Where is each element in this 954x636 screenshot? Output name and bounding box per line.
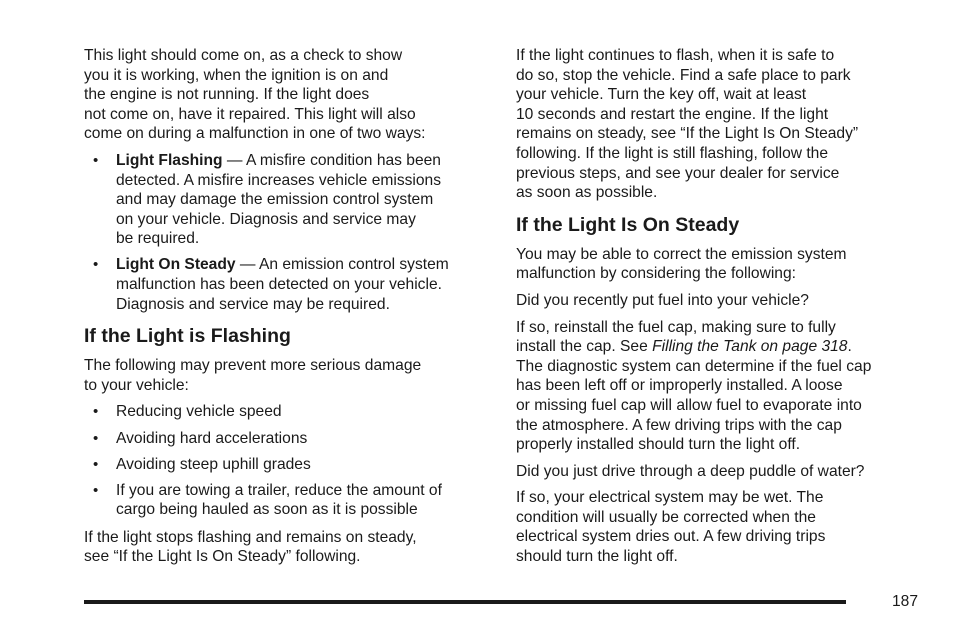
flashing-outro-paragraph xyxy=(84,528,496,567)
text-fragment: install the cap. See xyxy=(516,338,653,356)
heading-light-flashing: If the Light is Flashing xyxy=(84,325,291,348)
bullet-icon: • xyxy=(93,429,99,447)
list-item xyxy=(84,429,496,449)
bullet-icon: • xyxy=(93,403,99,421)
text-line: to your vehicle: xyxy=(84,376,189,394)
term-light-on-steady: Light On Steady xyxy=(116,256,236,274)
flashing-actions-list xyxy=(84,402,496,519)
text-line: Diagnosis and service may be required. xyxy=(116,295,390,313)
text-line: properly installed should turn the light off. xyxy=(516,436,801,454)
bullet-icon: • xyxy=(93,256,99,274)
water-answer-paragraph xyxy=(516,488,921,566)
text-line: see “If the Light Is On Steady” following. xyxy=(84,548,361,566)
text-line: remains on steady, see “If the Light Is On Steady” xyxy=(516,125,859,143)
text-line xyxy=(516,338,852,355)
list-item xyxy=(84,151,496,249)
text-line: or missing fuel cap will allow fuel to evaporate into xyxy=(516,396,862,414)
text-line: previous steps, and see your dealer for service xyxy=(516,164,840,182)
text-line: not come on, have it repaired. This light will also xyxy=(84,105,416,123)
list-item xyxy=(84,455,496,475)
text-line: 10 seconds and restart the engine. If the light xyxy=(516,105,829,123)
list-item xyxy=(84,481,496,520)
text-line: The diagnostic system can determine if the fuel cap xyxy=(516,357,872,375)
text-line: detected. A misfire increases vehicle emissions xyxy=(116,171,442,189)
text-line: If the light stops flashing and remains on steady, xyxy=(84,528,417,546)
text-line: the atmosphere. A few driving trips with the cap xyxy=(516,416,842,434)
text-line: has been left off or improperly installed. A loose xyxy=(516,377,843,395)
text-line: on your vehicle. Diagnosis and service may xyxy=(116,210,416,228)
list-item xyxy=(84,402,496,422)
continue-flash-paragraph xyxy=(516,46,921,203)
term-light-flashing: Light Flashing xyxy=(116,151,223,169)
text-line: come on during a malfunction in one of two ways: xyxy=(84,125,426,143)
heading-light-on-steady: If the Light Is On Steady xyxy=(516,213,740,236)
text-line: do so, stop the vehicle. Find a safe place to park xyxy=(516,66,851,84)
intro-paragraph xyxy=(84,46,496,144)
question-water xyxy=(516,462,921,482)
text-line: If so, reinstall the fuel cap, making sure to fully xyxy=(516,318,836,336)
text-line: cargo being hauled as soon as it is possible xyxy=(116,501,418,519)
text-line: You may be able to correct the emission system xyxy=(516,245,847,263)
list-item xyxy=(84,255,496,314)
text-fragment: . xyxy=(847,338,852,356)
text-line: Did you recently put fuel into your vehicle? xyxy=(516,291,809,309)
page-reference-link[interactable]: Filling the Tank on page 318 xyxy=(652,338,848,356)
text-line: If so, your electrical system may be wet. The xyxy=(516,489,824,507)
right-column xyxy=(516,46,921,574)
text-line: the engine is not running. If the light does xyxy=(84,86,370,104)
text-line: Reducing vehicle speed xyxy=(116,403,282,421)
text-line: following. If the light is still flashing, follow the xyxy=(516,144,829,162)
text-line: Avoiding hard accelerations xyxy=(116,429,308,447)
text-line: electrical system dries out. A few driving trips xyxy=(516,528,826,546)
text-line: be required. xyxy=(116,230,200,248)
text-line: and may damage the emission control system xyxy=(116,191,434,209)
fuel-answer-paragraph xyxy=(516,318,921,455)
steady-intro-paragraph xyxy=(516,245,921,284)
text-line: Did you just drive through a deep puddle of water? xyxy=(516,462,865,480)
text-line: The following may prevent more serious damage xyxy=(84,357,422,375)
text-line: — A misfire condition has been xyxy=(222,151,441,169)
text-line: should turn the light off. xyxy=(516,548,678,566)
text-line: you it is working, when the ignition is on and xyxy=(84,66,389,84)
text-line: Avoiding steep uphill grades xyxy=(116,455,311,473)
bullet-icon: • xyxy=(93,481,99,499)
text-line: as soon as possible. xyxy=(516,184,658,202)
text-line: your vehicle. Turn the key off, wait at least xyxy=(516,86,807,104)
flashing-intro-paragraph xyxy=(84,356,496,395)
text-line: This light should come on, as a check to show xyxy=(84,47,403,64)
text-line: condition will usually be corrected when the xyxy=(516,508,816,526)
text-line: If the light continues to flash, when it is safe to xyxy=(516,47,835,64)
left-column xyxy=(84,46,496,574)
text-line: malfunction by considering the following: xyxy=(516,265,796,283)
bullet-icon: • xyxy=(93,455,99,473)
footer-rule xyxy=(84,600,846,604)
malfunction-modes-list xyxy=(84,151,496,314)
text-line: malfunction has been detected on your vehicle. xyxy=(116,276,442,294)
question-fuel xyxy=(516,291,921,311)
page-number: 187 xyxy=(891,593,918,610)
text-line: If you are towing a trailer, reduce the amount of xyxy=(116,481,442,499)
bullet-icon: • xyxy=(93,151,99,169)
text-line: — An emission control system xyxy=(235,256,449,274)
